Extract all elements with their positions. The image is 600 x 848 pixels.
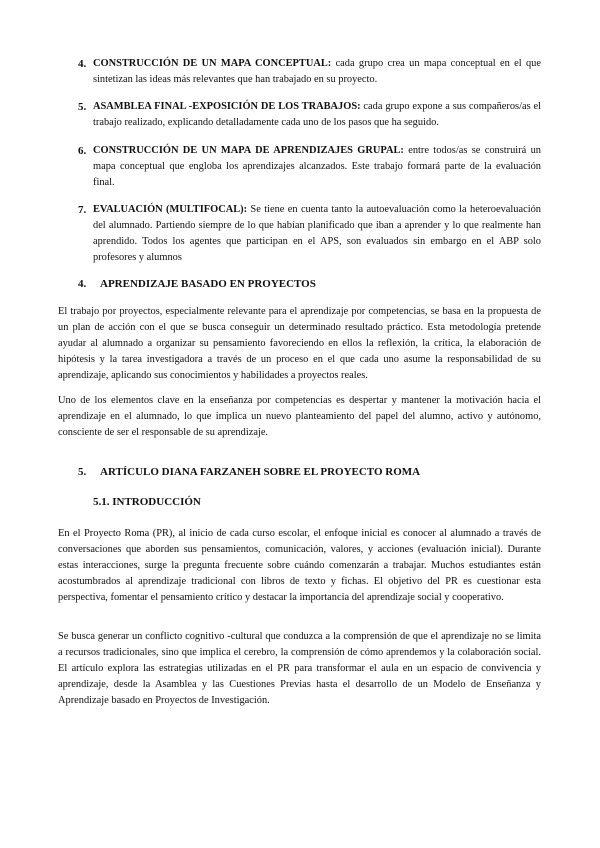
list-number: 6. <box>78 145 87 157</box>
list-item-heading: CONSTRUCCIÓN DE UN MAPA CONCEPTUAL: <box>93 58 332 69</box>
paragraph: Se busca generar un conflicto cognitivo -cultural que conduzca a la comprensión de que el aprendizaje no se limita a recursos tradicionales, sino que implica el cerebro, la comprensión de cómo aprendemos y la colaboración social. El artículo explora las estrategias utilizadas en el PR para transformar el aula en un espacio de convivencia y aprendizaje, desde la Asamblea y las Cuestiones Previas hasta el desarrollo de un Modelo de Enseñanza y Aprendizaje basado en Proyectos de Investigación. <box>58 631 541 706</box>
list-number: 5. <box>78 101 87 113</box>
list-number: 7. <box>78 204 87 216</box>
list-item-heading: CONSTRUCCIÓN DE UN MAPA DE APRENDIZAJES GRUPAL: <box>93 145 404 156</box>
paragraph: El trabajo por proyectos, especialmente relevante para el aprendizaje por competencias, se basa en la propuesta de un plan de acción con el que se busca conseguir un determinado resultado práctico. Esta metodología pretende ayudar al alumnado a organizar su pensamiento favoreciendo en ellos la reflexión, la crítica, la elaboración de hipótesis y la tarea investigadora a través de un proceso en el que cada uno asume la responsabilidad de su aprendizaje, aplicando sus conocimientos y habilidades a proyectos reales. <box>58 306 541 381</box>
paragraph: Uno de los elementos clave en la enseñanza por competencias es despertar y mantener la motivación hacia el aprendizaje en el alumnado, lo que implica un nuevo planteamiento del papel del alumno, activo y autónomo, consciente de ser el responsable de su aprendizaje. <box>58 395 541 438</box>
list-item-heading: EVALUACIÓN (MULTIFOCAL): <box>93 204 248 215</box>
section-title: ARTÍCULO DIANA FARZANEH SOBRE EL PROYECTO ROMA <box>100 466 421 478</box>
subsection-title: 5.1. INTRODUCCIÓN <box>93 496 201 508</box>
list-item-description: Se tiene en cuenta tanto la autoevaluación como la heteroevaluación del alumnado. Partiendo siempre de lo que habían planificado que iban a aprender y lo que realmente han aprendido. Todos los agentes que participan en el APS, son evaluados sin embargo en el ABP solo profesores y alumnos <box>93 204 541 263</box>
section-heading-4 <box>78 276 316 292</box>
list-item-text <box>93 143 541 191</box>
list-item-heading: ASAMBLEA FINAL -EXPOSICIÓN DE LOS TRABAJOS: <box>93 101 361 112</box>
section-heading-5 <box>78 464 420 480</box>
list-item-description: entre todos/as se construirá un mapa conceptual que engloba los aprendizajes alcanzados. Este trabajo formará parte de la evaluación final. <box>93 145 541 188</box>
list-item-text <box>93 56 541 88</box>
list-item-text <box>93 202 541 266</box>
section-number: 5. <box>78 466 87 478</box>
subsection-heading-5-1 <box>93 494 201 510</box>
section-title: APRENDIZAJE BASADO EN PROYECTOS <box>100 278 316 290</box>
list-item-text <box>93 99 541 131</box>
list-item-description: cada grupo crea un mapa conceptual en el que sintetizan las ideas más relevantes que han trabajado en su proyecto. <box>93 58 541 85</box>
list-item-description: cada grupo expone a sus compañeros/as el trabajo realizado, explicando detalladamente cada uno de los pasos que ha seguido. <box>93 101 542 128</box>
list-number: 4. <box>78 58 87 70</box>
paragraph: En el Proyecto Roma (PR), al inicio de cada curso escolar, el enfoque inicial es conocer al alumnado a través de conversaciones que aborden sus pensamientos, comunicación, valores, y acciones (evaluación inicial). Durante estas interacciones, surge la pregunta frecuente sobre cuándo comenzarán a trabajar. Muchos estudiantes están acostumbrados al aprendizaje tradicional con libros de texto y fichas. El objetivo del PR es cuestionar esta perspectiva, fomentar el pensamiento crítico y destacar la importancia del aprendizaje social y cooperativo. <box>58 528 541 603</box>
section-number: 4. <box>78 278 87 290</box>
